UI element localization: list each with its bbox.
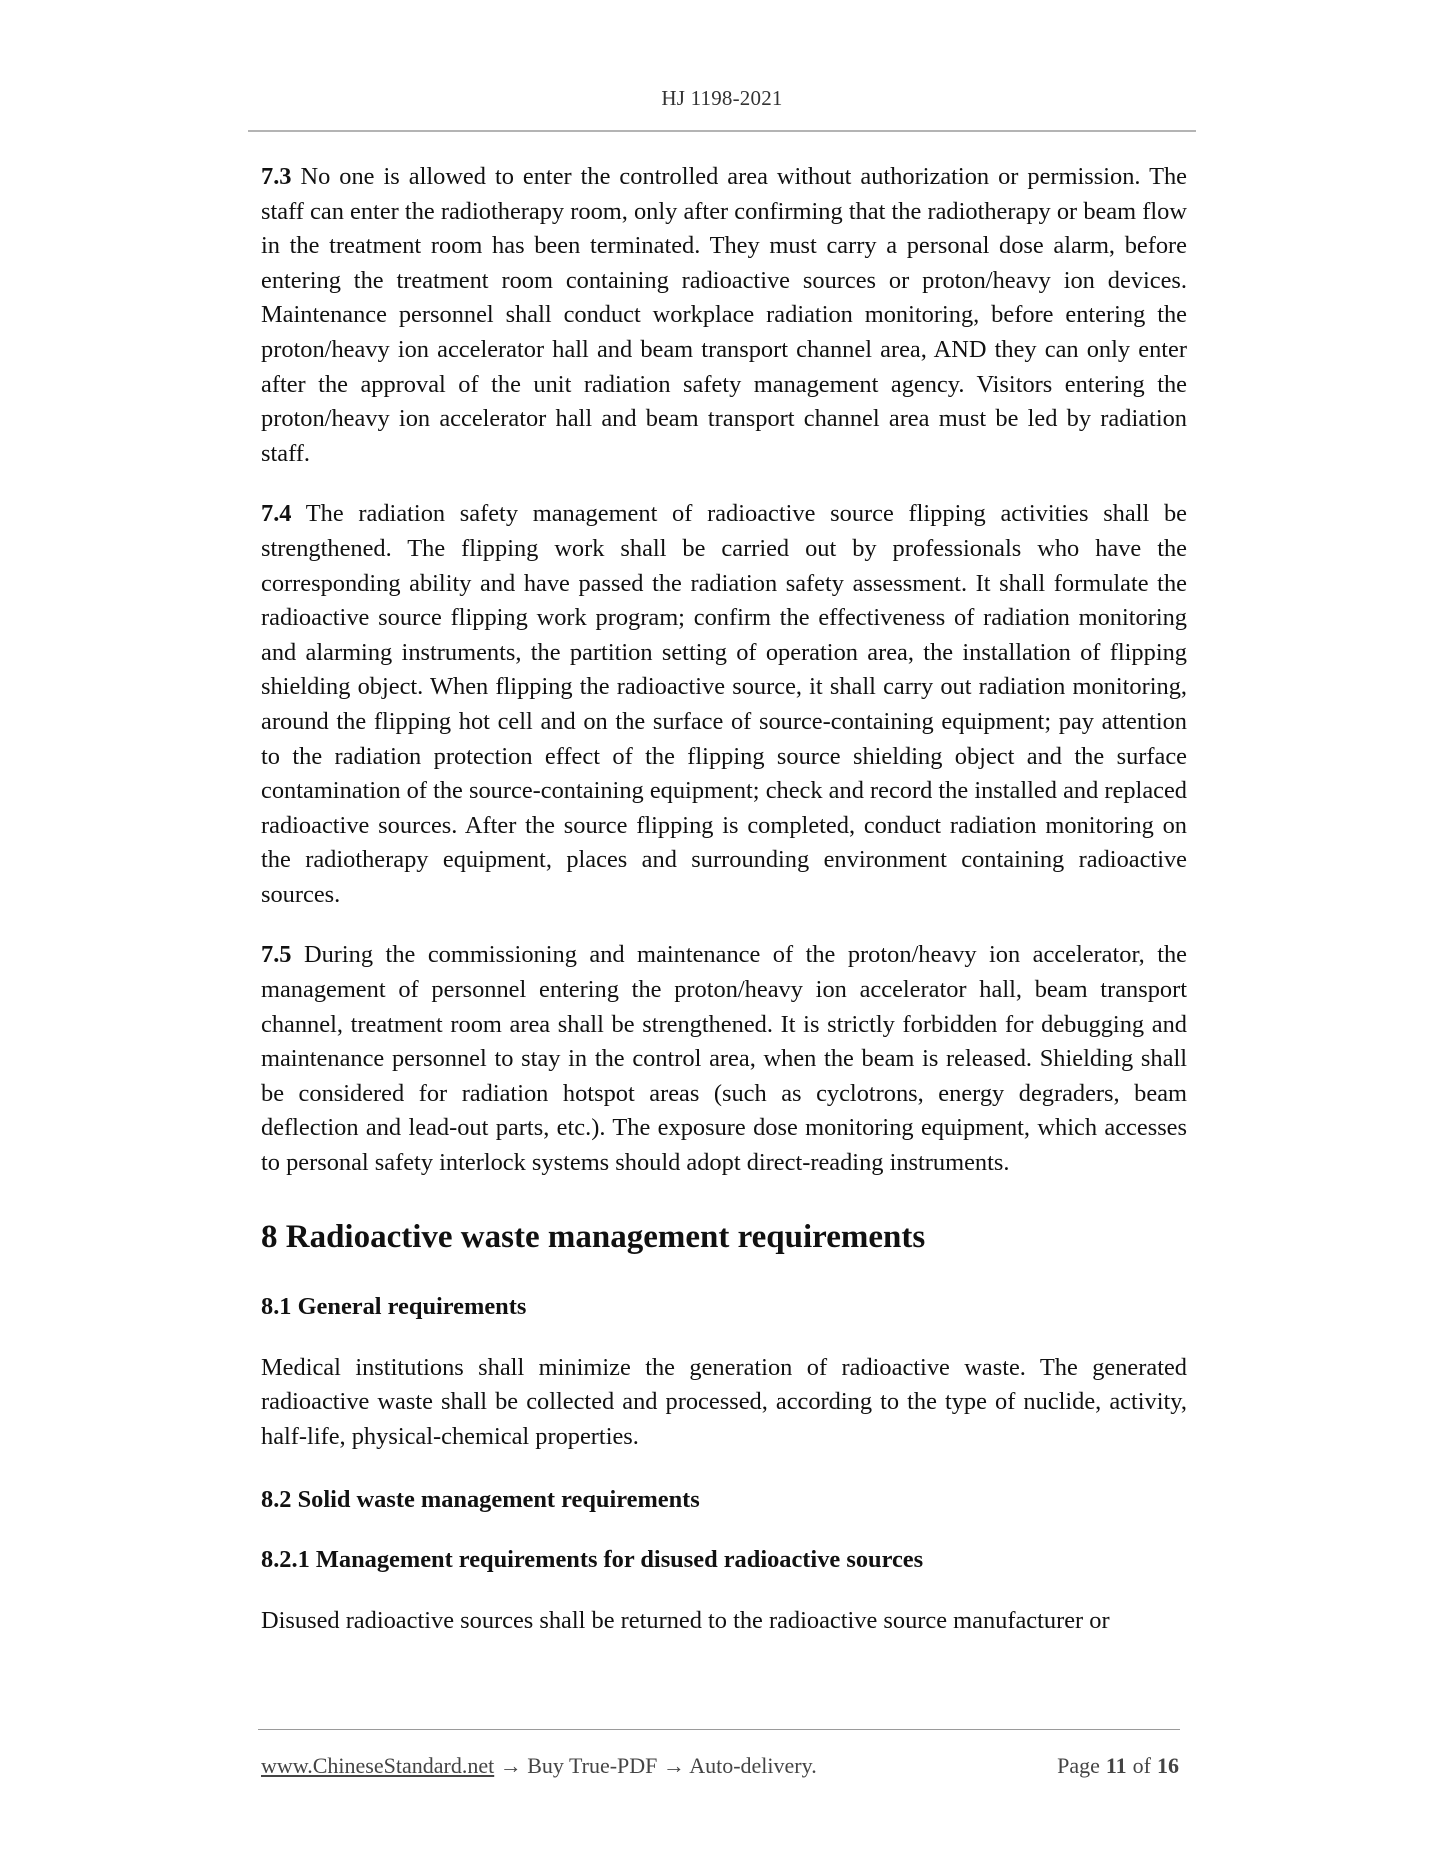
footer-promo [261, 1753, 817, 1779]
arrow-right-icon: → [657, 1753, 690, 1778]
auto-delivery-text: Auto-delivery. [689, 1753, 817, 1778]
of-label: of [1132, 1753, 1151, 1778]
clause-text: The radiation safety management of radioactive source flipping activities shall be strengthened. The flipping work shall be carried out by professionals who have the corresponding ability and have passed the radiation safety assessment. It shall formulate the radioactive source flipping work program; confirm the effectiveness of radiation monitoring and alarming instruments, the partition setting of operation area, the installation of flipping shielding object. When flipping the radioactive source, it shall carry out radiation monitoring, around the flipping hot cell and on the surface of source-containing equipment; pay attention to the radiation protection effect of the flipping source shielding object and the surface contamination of the source-containing equipment; check and record the installed and replaced radioactive sources. After the source flipping is completed, conduct radiation monitoring on the radiotherapy equipment, places and surrounding environment containing radioactive sources. [261, 500, 1187, 908]
clause-number: 7.4 [261, 500, 292, 528]
arrow-right-icon: → [494, 1753, 528, 1778]
section-8-1-text: Medical institutions shall minimize the generation of radioactive waste. The generated radioactive waste shall be collected and processed, according to the type of nuclide, activity, half-life, physical-chemical properties. [261, 1353, 1187, 1450]
header-divider [248, 130, 1196, 132]
footer-divider [258, 1729, 1180, 1730]
total-pages: 16 [1157, 1753, 1179, 1778]
section-8-1-heading: 8.1 General requirements [261, 1292, 527, 1320]
section-8-2-1-text: Disused radioactive sources shall be returned to the radioactive source manufacturer or [261, 1607, 1110, 1635]
current-page: 11 [1105, 1753, 1127, 1778]
clause-number: 7.3 [261, 163, 292, 190]
buy-pdf-text: Buy True-PDF [527, 1753, 658, 1778]
clause-number: 7.5 [261, 941, 292, 969]
section-8-2-heading: 8.2 Solid waste management requirements [261, 1486, 700, 1514]
document-id-header: HJ 1198-2021 [661, 86, 783, 110]
clause-7-3 [261, 160, 1187, 471]
document-body [261, 160, 1187, 1639]
clause-text: During the commissioning and maintenance of the proton/heavy ion accelerator, the management of personnel entering the proton/heavy ion accelerator hall, beam transport channel, treatment room area shall be strengthened. It is strictly forbidden for debugging and maintenance personnel to stay in the control area, when the beam is released. Shielding shall be considered for radiation hotspot areas (such as cyclotrons, energy degraders, beam deflection and lead-out parts, etc.). The exposure dose monitoring equipment, which accesses to personal safety interlock systems should adopt direct-reading instruments. [261, 941, 1187, 1177]
section-8-heading: 8 Radioactive waste management requirements [261, 1218, 926, 1255]
page-number [1057, 1753, 1179, 1779]
section-8-2-1-heading: 8.2.1 Management requirements for disused radioactive sources [261, 1546, 924, 1574]
clause-7-5 [261, 938, 1187, 1180]
website-link[interactable]: www.ChineseStandard.net [261, 1753, 495, 1778]
clause-7-4 [261, 497, 1187, 912]
page-label: Page [1057, 1753, 1100, 1778]
clause-text: No one is allowed to enter the controlled area without authorization or permission. The staff can enter the radiotherapy room, only after confirming that the radiotherapy or beam flow in the treatment room has been terminated. They must carry a personal dose alarm, before entering the treatment room containing radioactive sources or proton/heavy ion devices. Maintenance personnel shall conduct workplace radiation monitoring, before entering the proton/heavy ion accelerator hall and beam transport channel area, AND they can only enter after the approval of the unit radiation safety management agency. Visitors entering the proton/heavy ion accelerator hall and beam transport channel area must be led by radiation staff. [261, 163, 1187, 467]
